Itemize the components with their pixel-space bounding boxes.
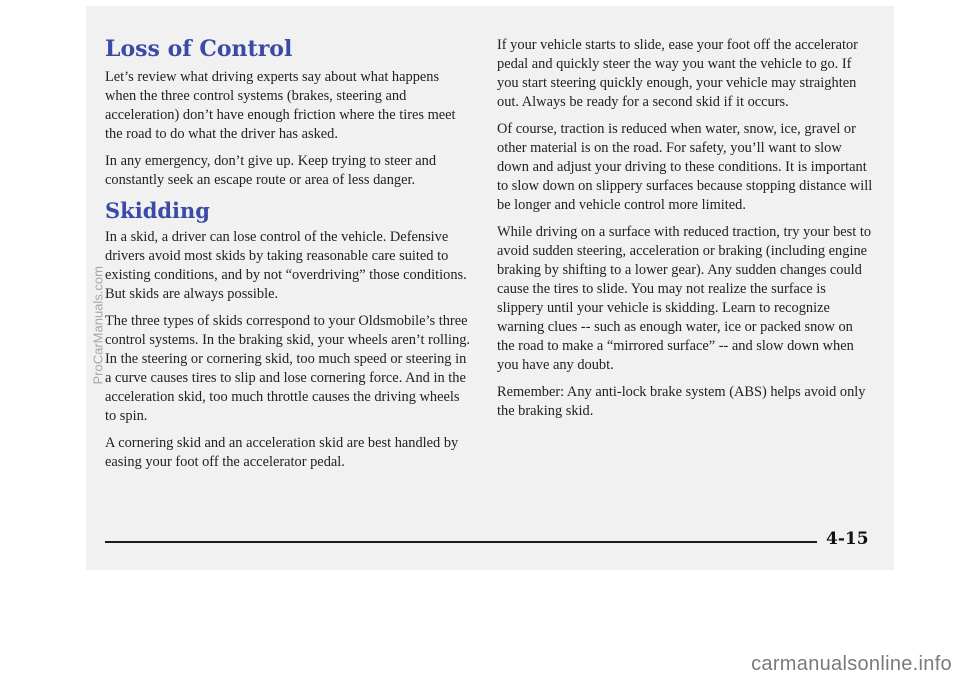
paragraph: In a skid, a driver can lose control of the vehicle. Defensive drivers avoid most skids by taking reasonable care suited to existing conditions, and by not “overdriving” those conditions. But skids are always possible.	[105, 229, 467, 302]
bottom-watermark: carmanualsonline.info	[751, 653, 952, 675]
section-heading-loss-of-control: Loss of Control	[105, 36, 293, 62]
paragraph: Of course, traction is reduced when water, snow, ice, gravel or other material is on the road. For safety, you’ll want to slow down and adjust your driving to these conditions. It is important to slow down on slippery surfaces because stopping distance will be longer and vehicle control more limited.	[497, 121, 873, 213]
side-watermark-text: ProCarManuals.com	[90, 266, 106, 385]
paragraph: A cornering skid and an acceleration skid are best handled by easing your foot off the accelerator pedal.	[105, 435, 459, 470]
page-number: 4-15	[826, 529, 869, 549]
paragraph: Let’s review what driving experts say about what happens when the three control systems (brakes, steering and acceleration) don’t have enough friction where the tires meet the road to do what the driver has asked.	[105, 69, 456, 142]
paragraph: If your vehicle starts to slide, ease your foot off the accelerator pedal and quickly steer the way you want the vehicle to go. If you start steering quickly enough, your vehicle may straighten out. Always be ready for a second skid if it occurs.	[497, 37, 858, 110]
paragraph: Remember: Any anti-lock brake system (ABS) helps avoid only the braking skid.	[497, 384, 866, 419]
paragraph: While driving on a surface with reduced traction, try your best to avoid sudden steering, acceleration or braking (including engine braking by shifting to a lower gear). Any sudden changes could cause the tires to slide. You may not realize the surface is slippery until your vehicle is skidding. Learn to recognize warning clues -- such as enough water, ice or packed snow on the road to make a “mirrored surface” -- and slow down when you have any doubt.	[497, 224, 872, 373]
right-column	[497, 36, 873, 429]
paragraph: The three types of skids correspond to your Oldsmobile’s three control systems. In the braking skid, your wheels aren’t rolling. In the steering or cornering skid, too much speed or steering in a curve causes tires to slip and lose cornering force. And in the acceleration skid, too much throttle causes the driving wheels to spin.	[105, 313, 471, 424]
left-column	[105, 36, 473, 480]
paragraph: In any emergency, don’t give up. Keep trying to steer and constantly seek an escape route or area of less danger.	[105, 153, 437, 188]
side-watermark	[90, 255, 106, 385]
footer-rule	[105, 541, 817, 543]
section-heading-skidding: Skidding	[105, 198, 210, 223]
